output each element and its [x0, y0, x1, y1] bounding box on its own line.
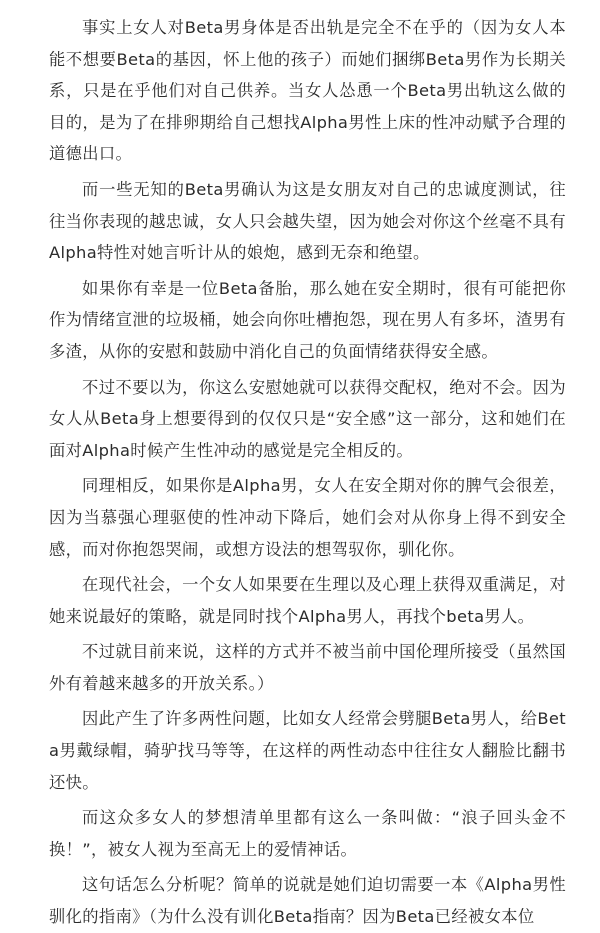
paragraph-beta-infidelity: 事实上女人对Beta男身体是否出轨是完全不在乎的（因为女人本能不想要Beta的基因，怀上他的孩子）而她们捆绑Beta男作为长期关系，只是在乎他们对自己供养。当女人怂恿一个Beta男出轨这么做的目的，是为了在排卵期给自己想找Alpha男性上床的性冲动赋予合理的道德出口。 — [49, 18, 566, 164]
paragraph-ethics: 不过就目前来说，这样的方式并不被当前中国伦理所接受（虽然国外有着越来越多的开放关系。） — [49, 642, 566, 693]
paragraph-no-mating-rights: 不过不要以为，你这么安慰她就可以获得交配权，绝对不会。因为女人从Beta身上想要得到的仅仅只是“安全感”这一部分，这和她们在面对Alpha时候产生性冲动的感觉是完全相反的。 — [49, 377, 566, 460]
paragraph-alpha-male: 同理相反，如果你是Alpha男，女人在安全期对你的脾气会很差，因为当慕强心理驱使的性冲动下降后，她们会对从你身上得不到安全感，而对你抱怨哭闹，或想方设法的想驾驭你，驯化你。 — [49, 476, 566, 559]
paragraph-loyalty-test: 而一些无知的Beta男确认为这是女朋友对自己的忠诚度测试，往往当你表现的越忠诚，女人只会越失望，因为她会对你这个丝毫不具有Alpha特性对她言听计从的娘炮，感到无奈和绝望。 — [49, 179, 566, 263]
paragraph-beta-backup: 如果你有幸是一位Beta备胎，那么她在安全期时，很有可能把你作为情绪宣泄的垃圾桶，她会向你吐槽抱怨，现在男人有多坏，渣男有多渣，从你的安慰和鼓励中消化自己的负面情绪获得安全感。 — [49, 278, 566, 361]
paragraph-dream-list: 而这众多女人的梦想清单里都有这么一条叫做：“浪子回头金不换！”，被女人视为至高无上的爱情神话。 — [49, 808, 566, 859]
paragraph-relationship-problems: 因此产生了许多两性问题，比如女人经常会劈腿Beta男人，给Beta男戴绿帽，骑驴找马等等，在这样的两性动态中往往女人翻脸比翻书还快。 — [49, 709, 566, 792]
paragraph-modern-society: 在现代社会，一个女人如果要在生理以及心理上获得双重满足，对她来说最好的策略，就是同时找个Alpha男人，再找个beta男人。 — [49, 575, 566, 626]
paragraph-alpha-guide: 这句话怎么分析呢？简单的说就是她们迫切需要一本《Alpha男性驯化的指南》（为什么没有训化Beta指南？因为Beta已经被女本位 — [49, 875, 566, 927]
